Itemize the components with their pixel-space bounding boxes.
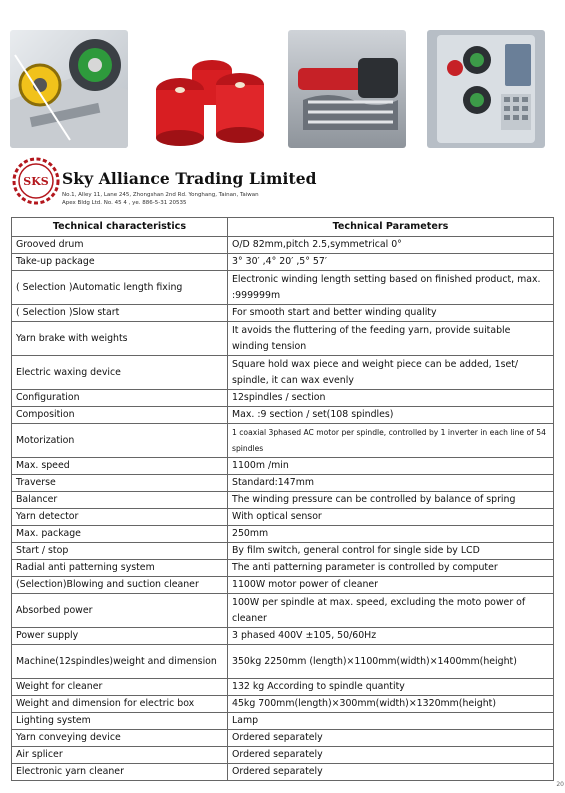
table-row xyxy=(12,764,554,781)
table-row xyxy=(12,237,554,254)
parameter-cell: Lamp xyxy=(228,713,554,730)
table-row xyxy=(12,492,554,509)
table-row xyxy=(12,594,554,628)
parameter-cell: With optical sensor xyxy=(228,509,554,526)
characteristic-cell: ( Selection )Automatic length fixing xyxy=(12,271,228,305)
company-address xyxy=(62,191,259,207)
parameter-cell: 45kg 700mm(length)×300mm(width)×1320mm(height) xyxy=(228,696,554,713)
characteristic-cell: Composition xyxy=(12,407,228,424)
photo-red-yarn-cones xyxy=(150,30,270,148)
table-row xyxy=(12,679,554,696)
table-row xyxy=(12,747,554,764)
characteristic-cell: Balancer xyxy=(12,492,228,509)
parameter-cell: 132 kg According to spindle quantity xyxy=(228,679,554,696)
characteristic-cell: Traverse xyxy=(12,475,228,492)
parameter-cell: 100W per spindle at max. speed, excluding the moto power of cleaner xyxy=(228,594,554,628)
characteristic-cell: Radial anti patterning system xyxy=(12,560,228,577)
table-row xyxy=(12,509,554,526)
characteristic-cell: Configuration xyxy=(12,390,228,407)
characteristic-cell: Machine(12spindles)weight and dimension xyxy=(12,645,228,679)
photo-control-panel xyxy=(427,30,545,148)
table-row xyxy=(12,475,554,492)
characteristic-cell: Power supply xyxy=(12,628,228,645)
parameter-cell: Standard:147mm xyxy=(228,475,554,492)
table-row xyxy=(12,543,554,560)
parameter-cell: Square hold wax piece and weight piece can be added, 1set/ spindle, it can wax evenly xyxy=(228,356,554,390)
parameter-cell: 250mm xyxy=(228,526,554,543)
address-line-1: No.1, Alley 11, Lane 245, Zhongshan 2nd Rd. Yonghang, Tainan, Taiwan xyxy=(62,192,259,198)
company-header xyxy=(10,155,555,213)
table-row xyxy=(12,730,554,747)
characteristic-cell: Absorbed power xyxy=(12,594,228,628)
product-photos xyxy=(10,30,555,155)
table-row xyxy=(12,407,554,424)
characteristic-cell: Electric waxing device xyxy=(12,356,228,390)
characteristic-cell: Motorization xyxy=(12,424,228,458)
characteristic-cell: Electronic yarn cleaner xyxy=(12,764,228,781)
photo-yarn-guide xyxy=(10,30,128,148)
table-row xyxy=(12,577,554,594)
characteristic-cell: Start / stop xyxy=(12,543,228,560)
parameter-cell: 350kg 2250mm (length)×1100mm(width)×1400mm(height) xyxy=(228,645,554,679)
characteristic-cell: Take-up package xyxy=(12,254,228,271)
parameter-cell: It avoids the fluttering of the feeding yarn, provide suitable winding tension xyxy=(228,322,554,356)
parameter-cell: 1100W motor power of cleaner xyxy=(228,577,554,594)
parameter-cell: The anti patterning parameter is controlled by computer xyxy=(228,560,554,577)
table-header-row xyxy=(12,218,554,237)
company-logo xyxy=(10,155,62,207)
characteristic-cell: Air splicer xyxy=(12,747,228,764)
characteristic-cell: (Selection)Blowing and suction cleaner xyxy=(12,577,228,594)
characteristic-cell: Weight for cleaner xyxy=(12,679,228,696)
logo-text: SKS xyxy=(23,175,49,188)
address-line-2: Apex Bldg Ltd. No. 45 4 , ye. 886-5-31 20535 xyxy=(62,200,187,206)
parameter-cell: 3 phased 400V ±105, 50/60Hz xyxy=(228,628,554,645)
parameter-cell: By film switch, general control for single side by LCD xyxy=(228,543,554,560)
table-row xyxy=(12,424,554,458)
parameter-cell: 12spindles / section xyxy=(228,390,554,407)
parameter-cell: 1 coaxial 3phased AC motor per spindle, controlled by 1 inverter in each line of 54 spindles xyxy=(228,424,554,458)
characteristic-cell: Grooved drum xyxy=(12,237,228,254)
parameter-cell: Ordered separately xyxy=(228,730,554,747)
table-row xyxy=(12,390,554,407)
parameter-cell: The winding pressure can be controlled by balance of spring xyxy=(228,492,554,509)
table-row xyxy=(12,628,554,645)
table-row xyxy=(12,526,554,543)
table-row xyxy=(12,305,554,322)
parameter-cell: Ordered separately xyxy=(228,764,554,781)
table-row xyxy=(12,356,554,390)
table-row xyxy=(12,560,554,577)
parameter-cell: Ordered separately xyxy=(228,747,554,764)
parameter-cell: Electronic winding length setting based on finished product, max. :999999m xyxy=(228,271,554,305)
header-parameters: Technical Parameters xyxy=(228,218,554,237)
page-number: 20 xyxy=(556,781,564,788)
spec-table-body xyxy=(12,237,554,781)
table-row xyxy=(12,713,554,730)
table-row xyxy=(12,458,554,475)
photo-winding-head xyxy=(288,30,406,148)
characteristic-cell: Yarn brake with weights xyxy=(12,322,228,356)
characteristic-cell: Lighting system xyxy=(12,713,228,730)
table-row xyxy=(12,254,554,271)
characteristic-cell: Yarn conveying device xyxy=(12,730,228,747)
characteristic-cell: Yarn detector xyxy=(12,509,228,526)
parameter-cell: 1100m /min xyxy=(228,458,554,475)
characteristic-cell: Max. speed xyxy=(12,458,228,475)
characteristic-cell: ( Selection )Slow start xyxy=(12,305,228,322)
spec-table xyxy=(11,217,554,781)
parameter-cell: For smooth start and better winding quality xyxy=(228,305,554,322)
characteristic-cell: Max. package xyxy=(12,526,228,543)
table-row xyxy=(12,696,554,713)
table-row xyxy=(12,322,554,356)
table-row xyxy=(12,271,554,305)
header-characteristics: Technical characteristics xyxy=(12,218,228,237)
parameter-cell: O/D 82mm,pitch 2.5,symmetrical 0° xyxy=(228,237,554,254)
characteristic-cell: Weight and dimension for electric box xyxy=(12,696,228,713)
company-name: Sky Alliance Trading Limited xyxy=(62,169,317,188)
parameter-cell: Max. :9 section / set(108 spindles) xyxy=(228,407,554,424)
parameter-cell: 3° 30′ ,4° 20′ ,5° 57′ xyxy=(228,254,554,271)
table-row xyxy=(12,645,554,679)
